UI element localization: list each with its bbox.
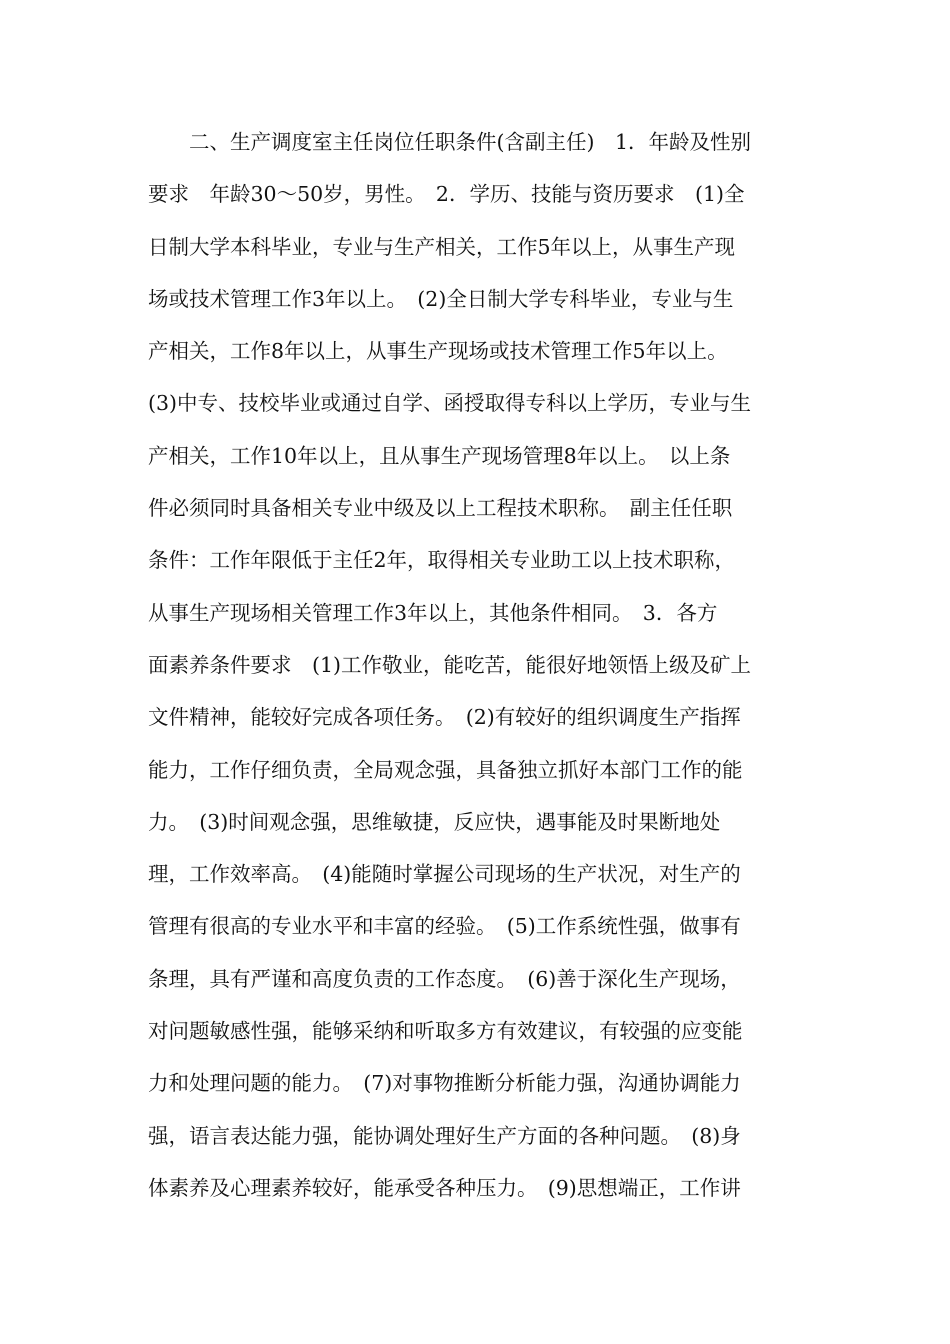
text-line: 产相关，工作10年以上，且从事生产现场管理8年以上。 以上条 xyxy=(148,443,731,468)
text-line: 管理有很高的专业水平和丰富的经验。 (5)工作系统性强，做事有 xyxy=(148,914,741,939)
text-line: 产相关，工作8年以上，从事生产现场或技术管理工作5年以上。 xyxy=(148,339,728,364)
text-line: 强，语言表达能力强，能协调处理好生产方面的各种问题。 (8)身 xyxy=(148,1123,741,1148)
text-line: 件必须同时具备相关专业中级及以上工程技术职称。 副主任任职 xyxy=(148,496,733,521)
text-line: 二、生产调度室主任岗位任职条件(含副主任) 1．年龄及性别 xyxy=(148,130,752,154)
text-line: 力和处理问题的能力。 (7)对事物推断分析能力强，沟通协调能力 xyxy=(148,1071,741,1096)
text-line: 力。 (3)时间观念强，思维敏捷，反应快，遇事能及时果断地处 xyxy=(148,809,721,834)
text-line: 场或技术管理工作3年以上。 (2)全日制大学专科毕业，专业与生 xyxy=(148,286,734,311)
text-line: 文件精神，能较好完成各项任务。 (2)有较好的组织调度生产指挥 xyxy=(148,705,741,730)
text-line: 从事生产现场相关管理工作3年以上，其他条件相同。 3．各方 xyxy=(148,600,718,625)
text-line: 能力，工作仔细负责，全局观念强，具备独立抓好本部门工作的能 xyxy=(148,757,743,782)
text-line: 条件：工作年限低于主任2年，取得相关专业助工以上技术职称， xyxy=(148,548,736,573)
text-line: (3)中专、技校毕业或通过自学、函授取得专科以上学历，专业与生 xyxy=(148,391,752,416)
text-line: 面素养条件要求 (1)工作敬业，能吃苦，能很好地领悟上级及矿上 xyxy=(148,652,752,677)
text-line: 日制大学本科毕业，专业与生产相关，工作5年以上，从事生产现 xyxy=(148,234,736,259)
body-text xyxy=(148,116,808,1214)
text-line: 理，工作效率高。 (4)能随时掌握公司现场的生产状况，对生产的 xyxy=(148,862,741,887)
text-line: 要求 年龄30～50岁，男性。 2．学历、技能与资历要求 (1)全 xyxy=(148,182,745,207)
text-line: 对问题敏感性强，能够采纳和听取多方有效建议，有较强的应变能 xyxy=(148,1019,743,1044)
text-line: 体素养及心理素养较好，能承受各种压力。 (9)思想端正，工作讲 xyxy=(148,1175,741,1200)
text-line: 条理，具有严谨和高度负责的工作态度。 (6)善于深化生产现场， xyxy=(148,966,741,991)
